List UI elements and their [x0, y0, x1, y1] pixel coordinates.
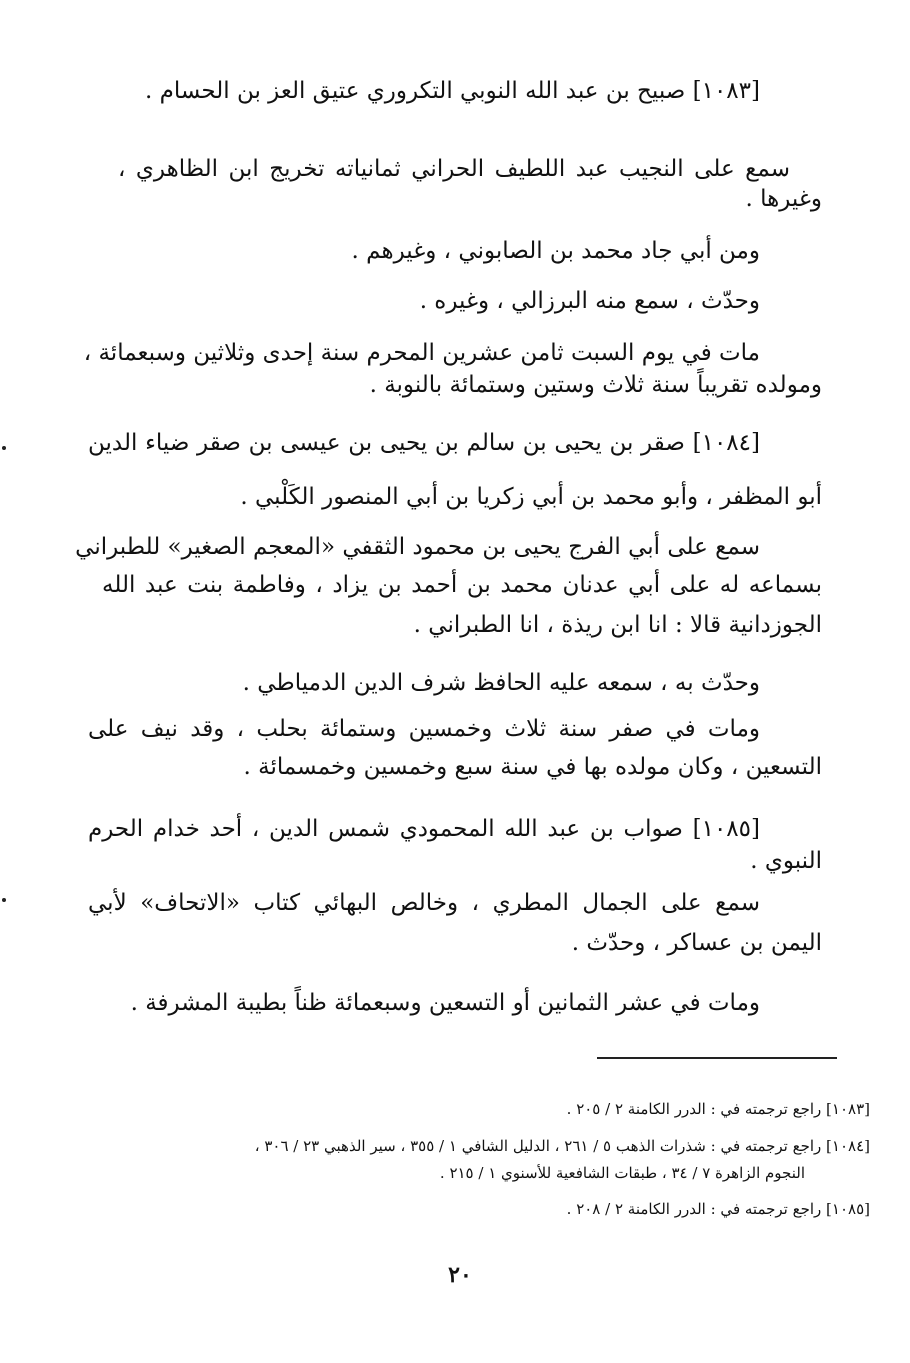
scan-speck	[2, 446, 6, 450]
entry-1085-line: اليمن بن عساكر ، وحدّث .	[571, 930, 822, 956]
entry-1085-line: سمع على الجمال المطري ، وخالص البهائي كتاب «الاتحاف» لأبي	[88, 890, 760, 916]
entry-1084-heading: [١٠٨٤] صقر بن يحيى بن سالم بن يحيى بن عيسى بن صقر ضياء الدين	[88, 430, 760, 456]
entry-1084-line: الجوزدانية قالا : انا ابن ريذة ، انا الطبراني .	[413, 612, 822, 638]
entry-1083-line: سمع على النجيب عبد اللطيف الحراني ثمانياته تخريج ابن الظاهري ،	[118, 156, 790, 182]
entry-1085-heading: [١٠٨٥] صواب بن عبد الله المحمودي شمس الدين ، أحد خدام الحرم	[88, 816, 760, 842]
footnote-1085: [١٠٨٥] راجع ترجمته في : الدرر الكامنة ٢ / ٢٠٨ .	[566, 1200, 870, 1218]
entry-1083-line: ومن أبي جاد محمد بن الصابوني ، وغيرهم .	[351, 238, 760, 264]
entry-1083-line: وحدّث ، سمع منه البرزالي ، وغيره .	[419, 288, 760, 314]
entry-1085-line: ومات في عشر الثمانين أو التسعين وسبعمائة ظناً بطيبة المشرفة .	[130, 990, 760, 1016]
entry-1084-line: وحدّث به ، سمعه عليه الحافظ شرف الدين الدمياطي .	[242, 670, 760, 696]
entry-1085-line: النبوي .	[750, 848, 822, 874]
footnote-1084: [١٠٨٤] راجع ترجمته في : شذرات الذهب ٥ / ٢٦١ ، الدليل الشافي ١ / ٣٥٥ ، سير الذهبي ٢٣ / ٣٠٦ ،	[254, 1137, 870, 1155]
entry-1084-line: التسعين ، وكان مولده بها في سنة سبع وخمسين وخمسمائة .	[243, 754, 822, 780]
entry-1083-line: ومولده تقريباً سنة ثلاث وستين وستمائة بالنوبة .	[369, 372, 822, 398]
entry-1084-line: بسماعه له على أبي عدنان محمد بن أحمد بن يزاد ، وفاطمة بنت عبد الله	[102, 572, 822, 598]
footnote-separator	[597, 1057, 837, 1059]
entry-1084-line: أبو المظفر ، وأبو محمد بن أبي زكريا بن أبي المنصور الكَلْبي .	[240, 484, 822, 510]
page-number: ٢٠	[448, 1262, 472, 1288]
footnote-1084-continued: النجوم الزاهرة ٧ / ٣٤ ، طبقات الشافعية للأسنوي ١ / ٢١٥ .	[439, 1164, 805, 1182]
entry-1083-line: وغيرها .	[745, 186, 822, 212]
entry-1083-heading: [١٠٨٣] صبيح بن عبد الله النوبي التكروري عتيق العز بن الحسام .	[145, 78, 760, 104]
entry-1084-line: سمع على أبي الفرج يحيى بن محمود الثقفي «المعجم الصغير» للطبراني	[75, 534, 760, 560]
entry-1084-line: ومات في صفر سنة ثلاث وخمسين وستمائة بحلب ، وقد نيف على	[88, 716, 760, 742]
footnote-1083: [١٠٨٣] راجع ترجمته في : الدرر الكامنة ٢ / ٢٠٥ .	[566, 1100, 870, 1118]
scan-speck	[2, 898, 6, 902]
entry-1083-line: مات في يوم السبت ثامن عشرين المحرم سنة إحدى وثلاثين وسبعمائة ،	[83, 340, 760, 366]
